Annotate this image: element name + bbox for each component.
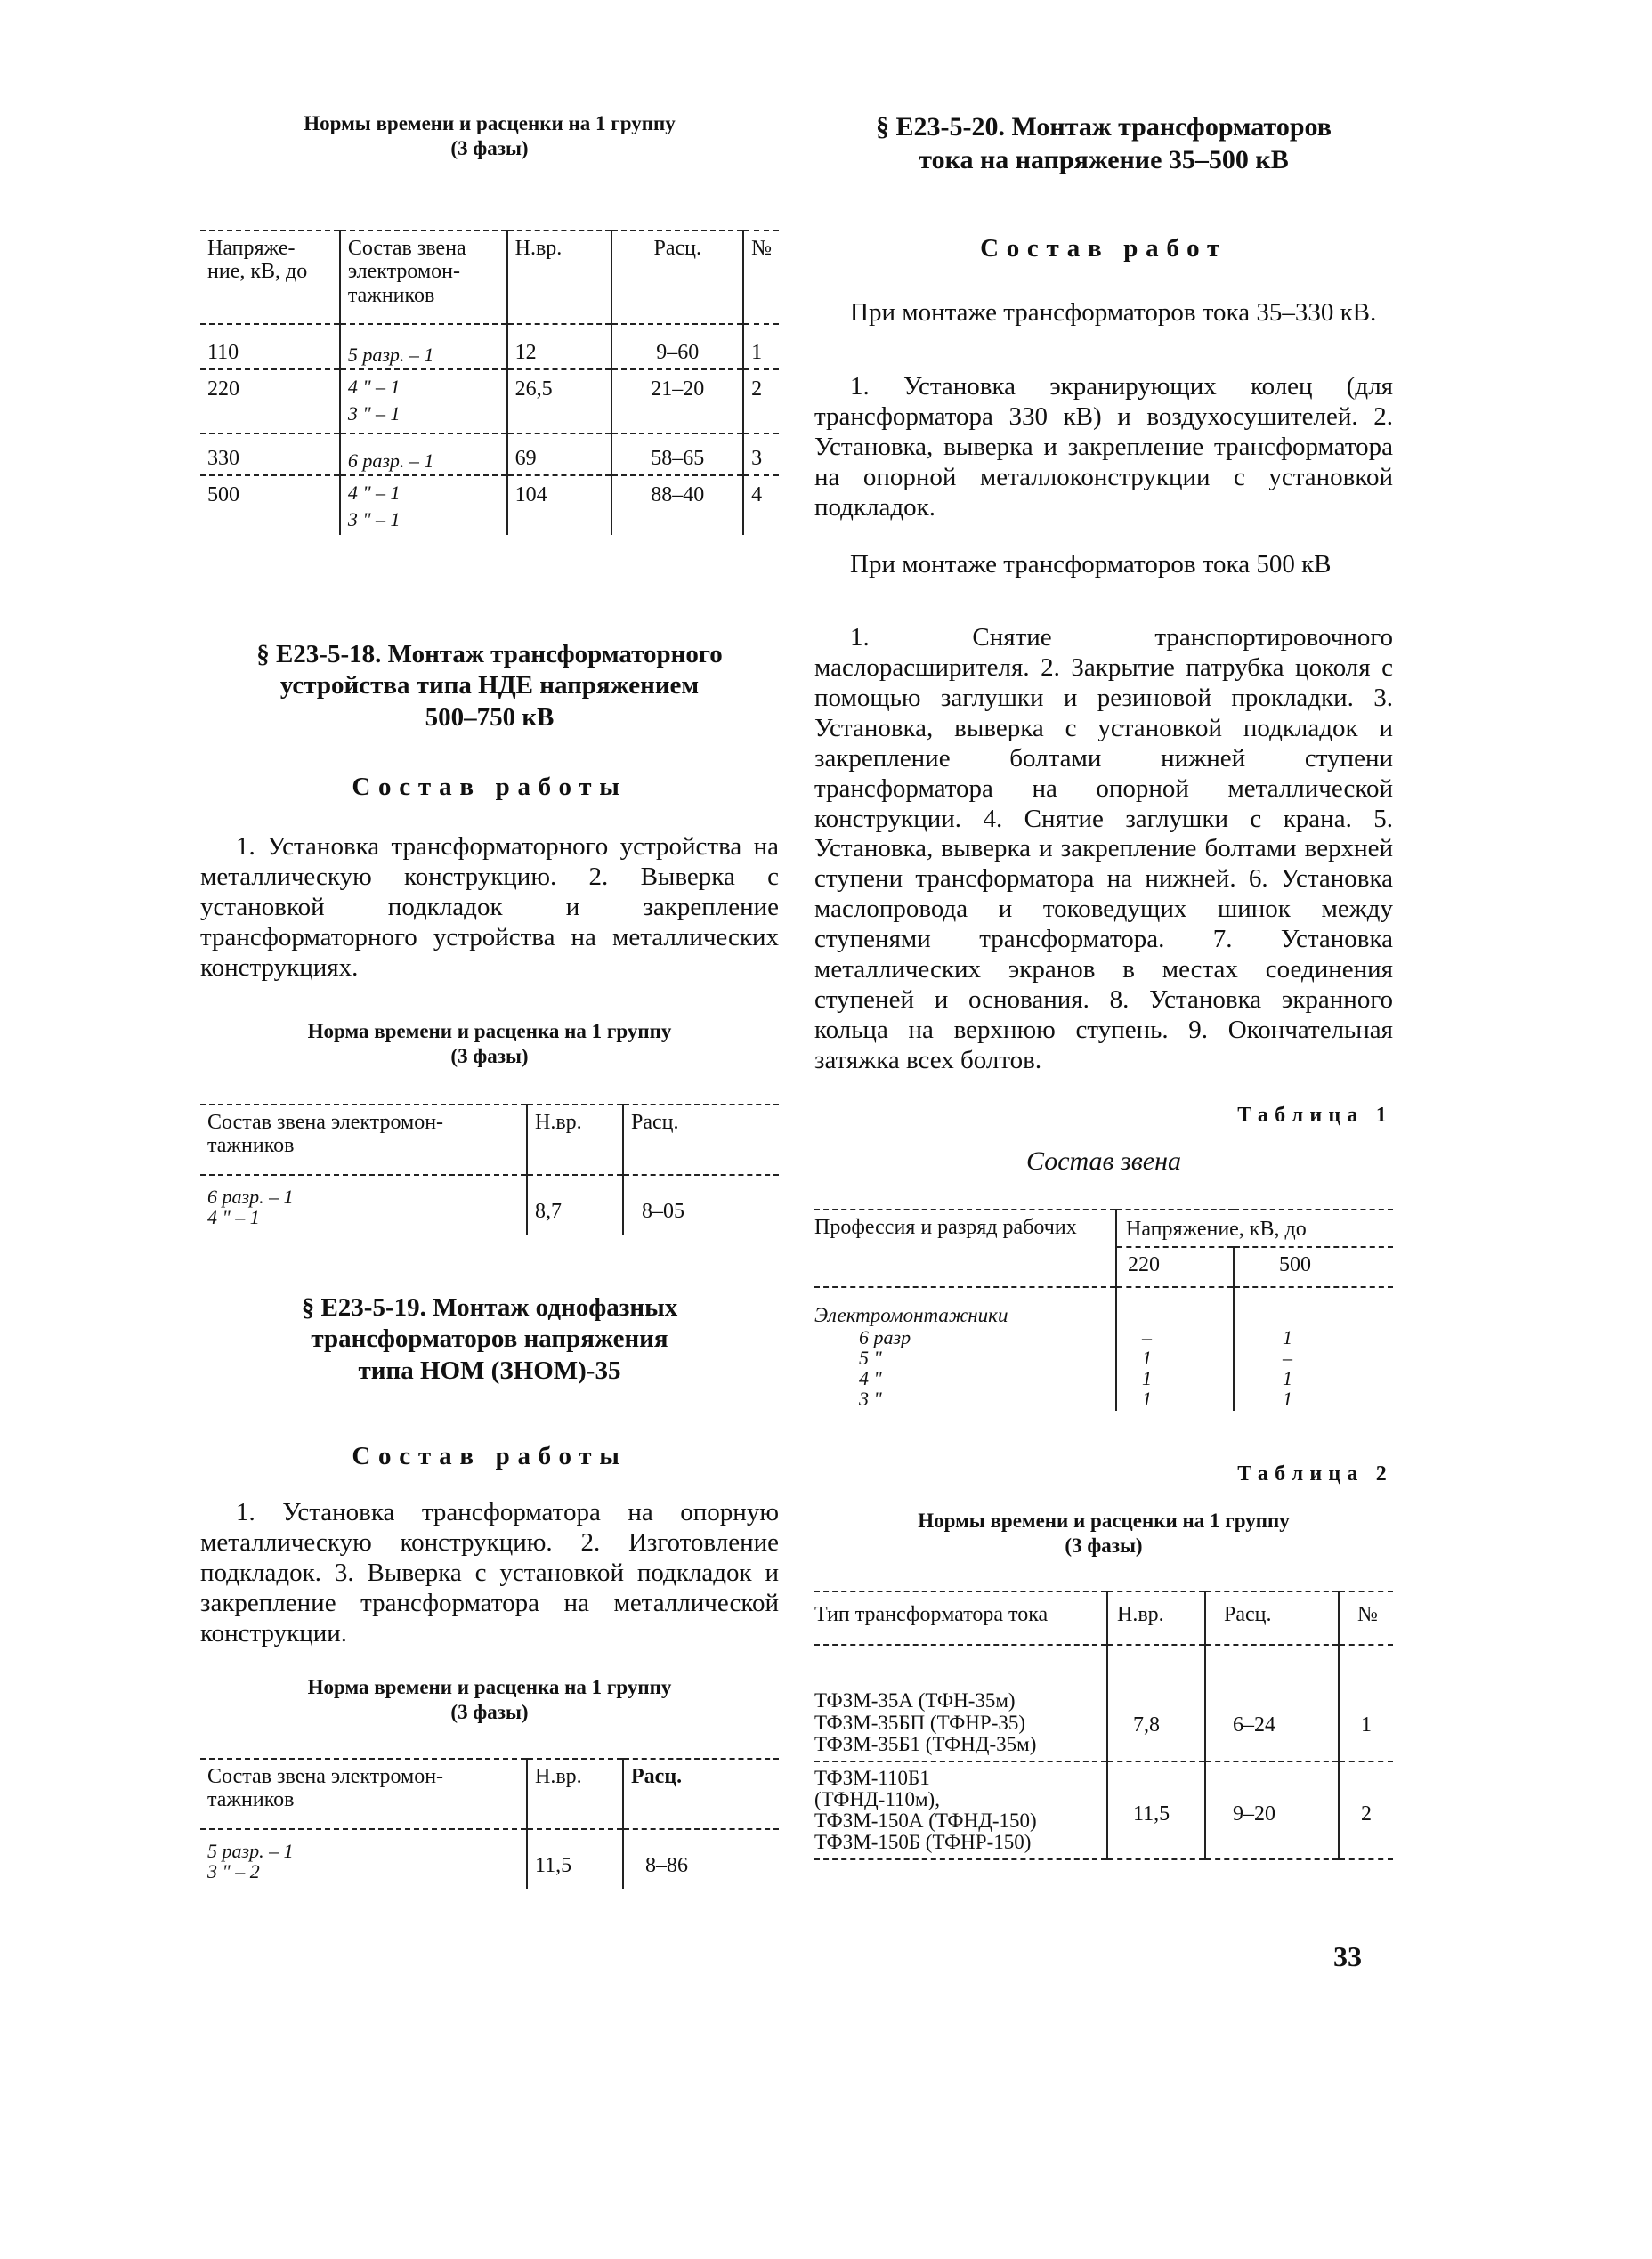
col-voltage-header: Напряже-ние, кВ, до: [207, 237, 308, 284]
col-nvr-header: Н.вр.: [527, 1759, 623, 1829]
table-row: 220 4 " – 1 26,5 21–20 2: [200, 369, 779, 403]
col-nvr-header: Н.вр.: [1107, 1591, 1205, 1645]
table-1-title: Состав звена: [1025, 1146, 1181, 1176]
col-nvr-header: Н.вр.: [527, 1105, 623, 1175]
section-20-work-heading: Состав работ: [980, 234, 1227, 263]
table-row: 110 5 разр. – 1 12 9–60 1: [200, 324, 779, 369]
table-row: ТФЗМ-35А (ТФН-35м) ТФЗМ-35БП (ТФНР-35) ТФЗМ-35Б1 (ТФНД-35м) 7,8 6–24 1: [814, 1645, 1393, 1761]
col-500-header: 500: [1234, 1247, 1393, 1286]
table-row: 3 " – 1: [200, 509, 779, 535]
page-number: 33: [1333, 1940, 1362, 1972]
work-text-35-330: 1. Установка экранирующих колец (для трансформатора 330 кВ) и воздухосушителей. 2. Установка, выверка и закрепление трансформатора на опорной металлоконструкции с установкой подкладок.: [814, 372, 1393, 522]
section-18-title: § Е23-5-18. Монтаж трансформаторного устройства типа НДЕ напряжением 500–750 кВ: [256, 640, 723, 732]
table-row: ТФЗМ-110Б1 (ТФНД-110м), ТФЗМ-150А (ТФНД-150) ТФЗМ-150Б (ТФНР-150) 11,5 9–20 2: [814, 1761, 1393, 1860]
section-20-title: § Е23-5-20. Монтаж трансформаторов тока на напряжение 35–500 кВ: [876, 112, 1332, 174]
nom-norm-table: [200, 1758, 779, 1889]
col-crew-header: Состав звена электромон-тажников: [207, 1111, 444, 1158]
table-row: Электромонтажники: [814, 1287, 1393, 1327]
table-row: 5 разр. – 1 3 " – 2 11,5 8–86: [200, 1829, 779, 1889]
col-rate-header: Расц.: [623, 1759, 779, 1829]
col-nvr-header: Н.вр.: [507, 231, 612, 324]
voltage-norms-table: [200, 230, 779, 535]
col-rate-header: Расц.: [611, 231, 743, 324]
table-row: 330 6 разр. – 1 69 58–65 3: [200, 433, 779, 475]
col-crew-header: Состав звена электромон-тажников: [207, 1765, 444, 1812]
col-num-header: №: [743, 231, 779, 324]
table-row: 6 разр. – 1 4 " – 1 8,7 8–05: [200, 1175, 779, 1235]
table2-caption: Норма времени и расценка на 1 группу (3 фазы): [307, 1020, 672, 1067]
col-rate-header: Расц.: [623, 1105, 779, 1175]
table-2-caption: Нормы времени и расценки на 1 группу (3 фазы): [918, 1510, 1290, 1557]
current-transformer-norms-table: [814, 1591, 1393, 1860]
crew-composition-table: [814, 1209, 1393, 1411]
table-row: 3 " 1 1: [814, 1389, 1393, 1411]
table-row: 3 " – 1: [200, 403, 779, 433]
intro-35-330: При монтаже трансформаторов тока 35–330 кВ.: [850, 298, 1377, 327]
col-num-header: №: [1339, 1591, 1393, 1645]
section-19-work-text: 1. Установка трансформатора на опорную металлическую конструкцию. 2. Изготовление подкладок. 3. Выверка с установкой подкладок и закрепление трансформатора на металлической конструкции.: [200, 1498, 779, 1648]
col-rate-header: Расц.: [1205, 1591, 1339, 1645]
section-19-title: § Е23-5-19. Монтаж однофазных трансформаторов напряжения типа НОМ (ЗНОМ)-35: [301, 1293, 678, 1385]
col-crew-header: Состав звена электромон-тажников: [340, 231, 507, 324]
hde-norm-table: [200, 1104, 779, 1235]
col-220-header: 220: [1116, 1247, 1234, 1286]
table-1-label: Таблица 1: [1237, 1104, 1393, 1127]
section-18-work-heading: Состав работы: [352, 773, 628, 801]
table1-caption: Нормы времени и расценки на 1 группу (3 фазы): [304, 112, 676, 159]
intro-500: При монтаже трансформаторов тока 500 кВ: [850, 550, 1332, 579]
section-19-work-heading: Состав работы: [352, 1442, 628, 1470]
table-row: 500 4 " – 1 104 88–40 4: [200, 475, 779, 509]
work-text-500: 1. Снятие транспортировочного маслорасширителя. 2. Закрытие патрубка цоколя с помощью заглушки и резиновой прокладки. 3. Установка, выверка с установкой подкладок и закрепление болтами нижней ступени трансформатора на опорной металлической конструкции. 4. Снятие заглушки с крана. 5. Установка, выверка и закрепление болтами верхней ступени трансформатора на нижней. 6. Установка маслопровода и токоведущих шинок между ступенями трансформатора. 7. Установка металлических экранов в местах соединения ступеней и основания. 8. Установка экранного кольца на верхнюю ступень. 9. Окончательная затяжка всех болтов.: [814, 623, 1393, 1074]
col-profession-header: Профессия и разряд рабочих: [814, 1216, 1077, 1239]
table3-caption: Норма времени и расценка на 1 группу (3 фазы): [307, 1676, 672, 1723]
table-2-label: Таблица 2: [1237, 1462, 1393, 1486]
table-row: 4 " 1 1: [814, 1368, 1393, 1389]
table-row: 6 разр – 1: [814, 1327, 1393, 1348]
col-voltage-header: Напряжение, кВ, до: [1116, 1210, 1393, 1247]
table-row: 5 " 1 –: [814, 1348, 1393, 1368]
section-18-work-text: 1. Установка трансформаторного устройства на металлическую конструкцию. 2. Выверка с установкой подкладок и закрепление трансформаторного устройства на металлических конструкциях.: [200, 832, 779, 982]
col-type-header: Тип трансформатора тока: [814, 1603, 1049, 1626]
